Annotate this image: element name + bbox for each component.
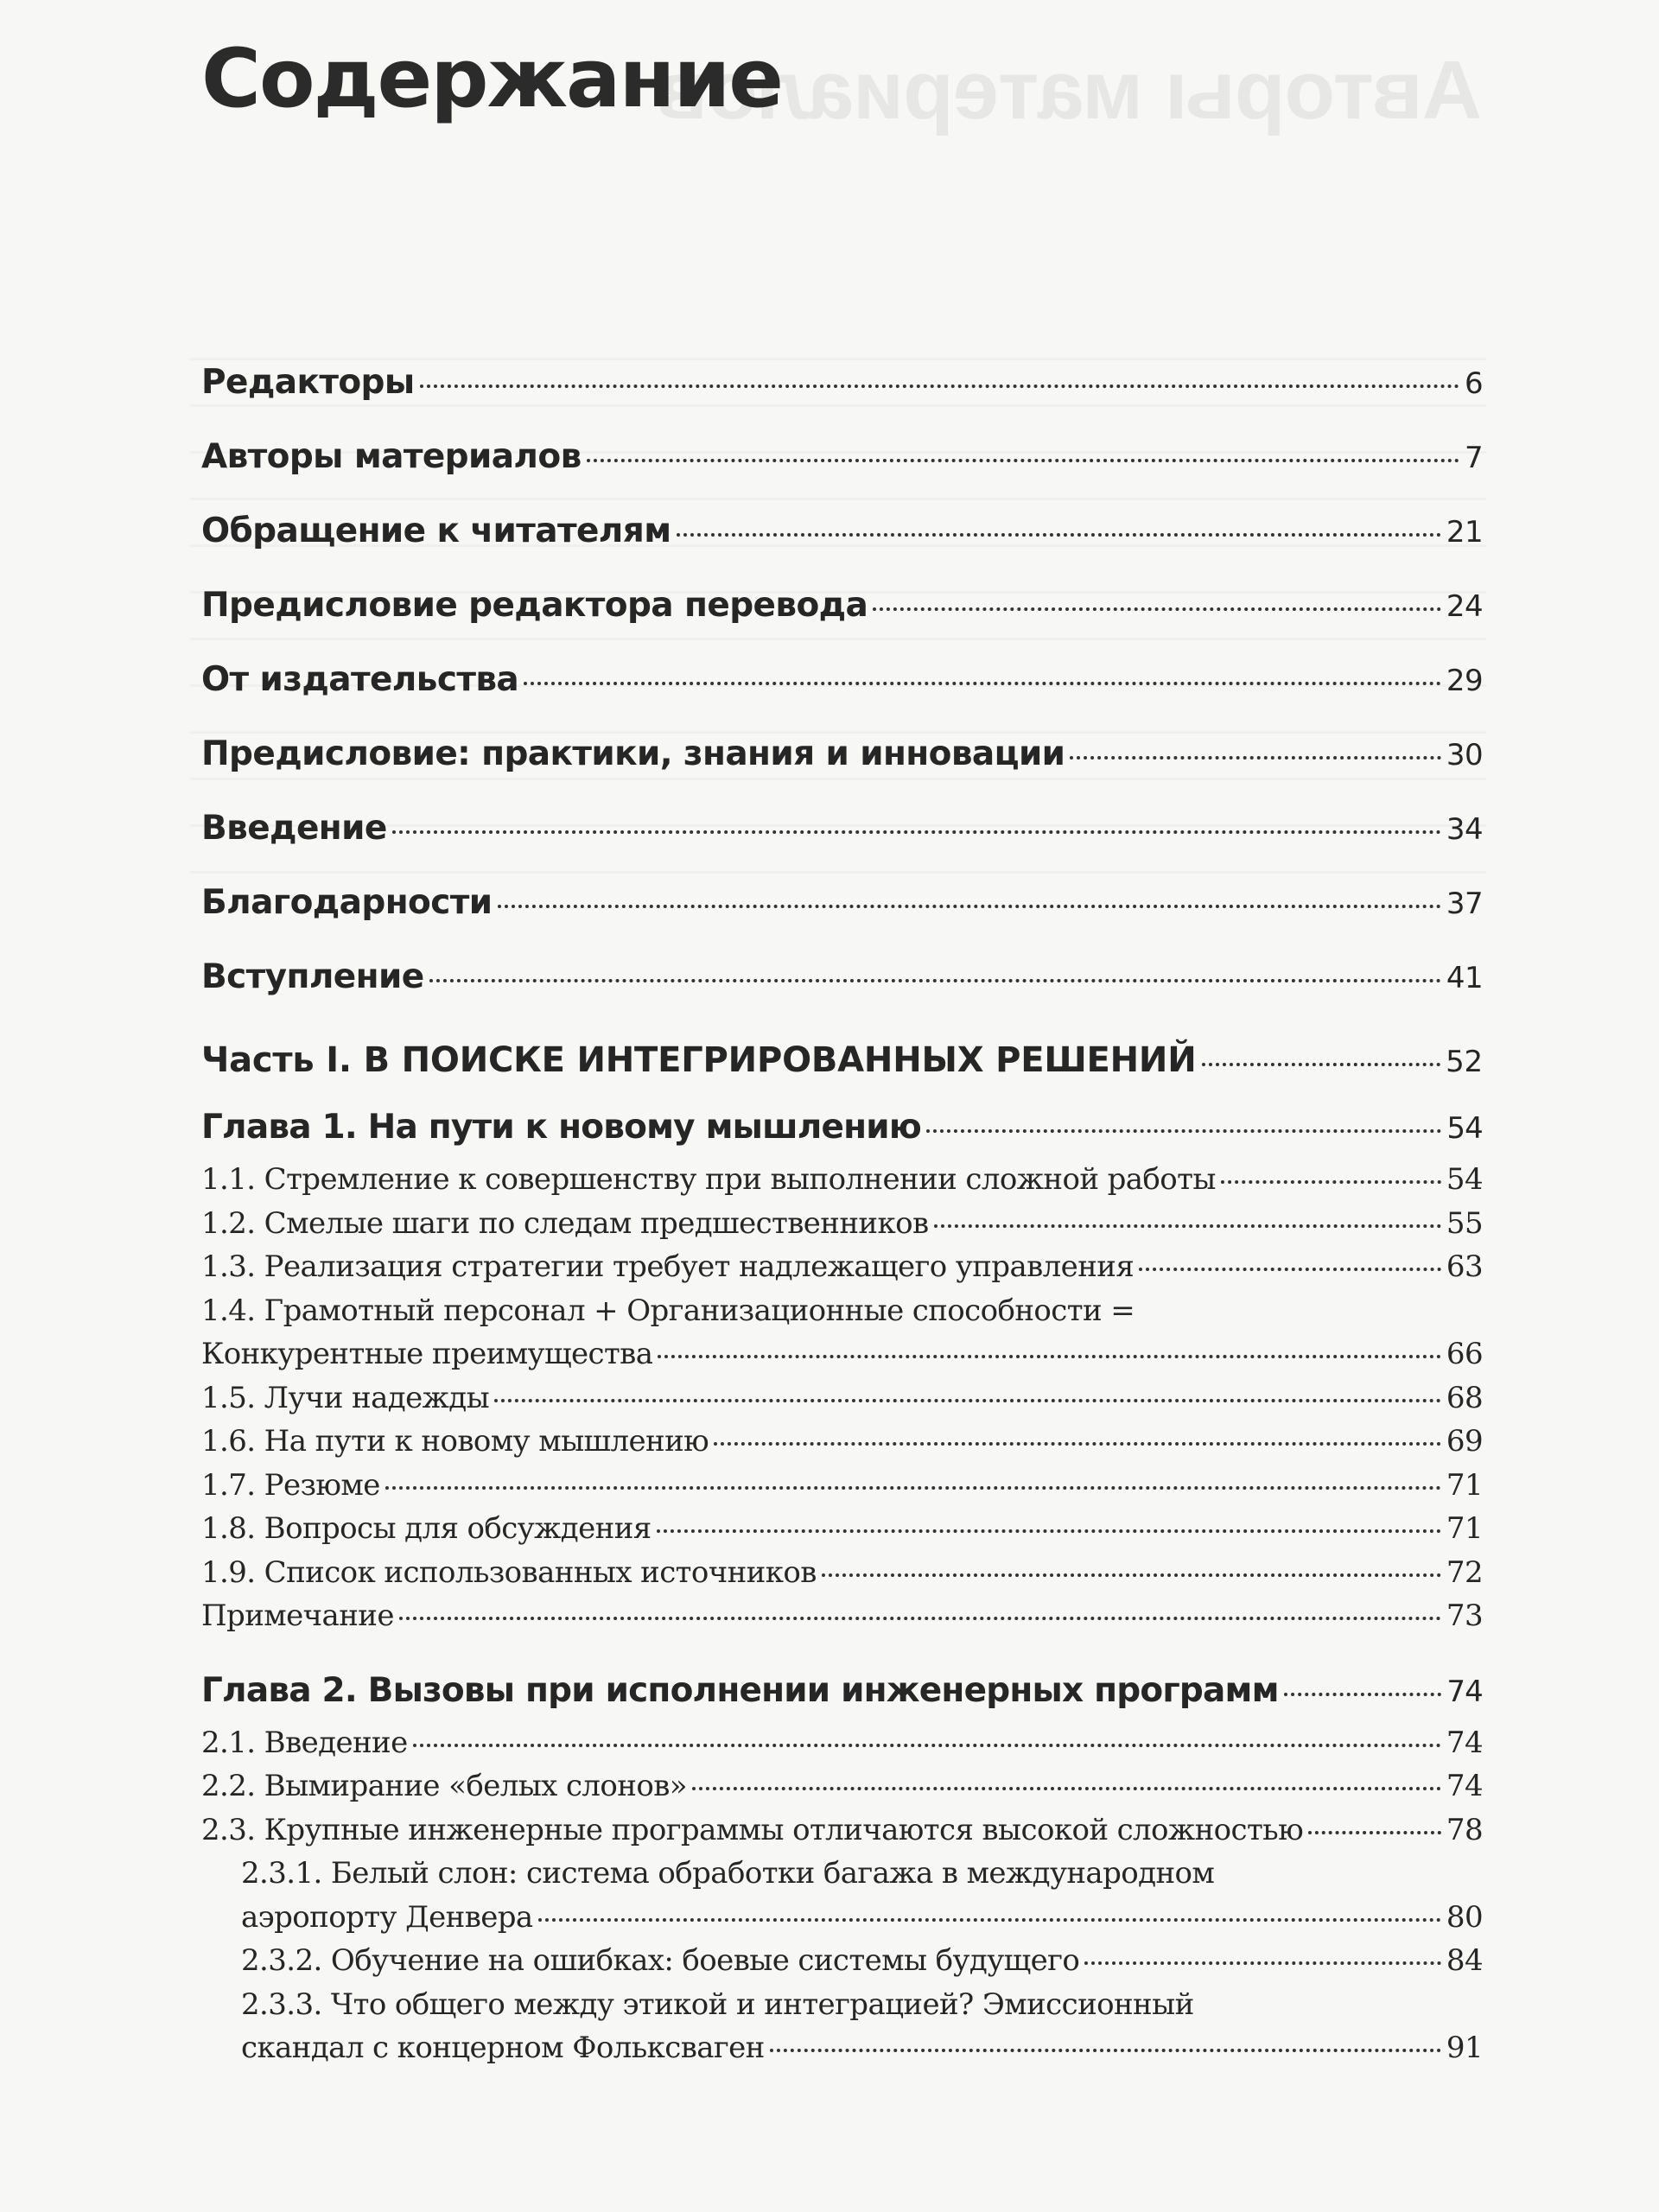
toc-page-number: 54 xyxy=(1446,1111,1483,1146)
toc-entry-label: Редакторы xyxy=(201,363,415,402)
toc-entry-label: 1.2. Смелые шаги по следам предшественников xyxy=(201,1205,929,1241)
dot-leader xyxy=(770,2049,1441,2052)
toc-entry-label: Предисловие: практики, знания и инновации xyxy=(201,734,1065,773)
toc-page-number: 73 xyxy=(1446,1599,1483,1633)
toc-entry-label: 2.3.2. Обучение на ошибках: боевые системы будущего xyxy=(241,1943,1080,1978)
toc-page-number: 74 xyxy=(1446,1769,1483,1803)
toc-entry-label: Часть I. В ПОИСКЕ ИНТЕГРИРОВАННЫХ РЕШЕНИЙ xyxy=(201,1040,1197,1080)
toc-entry-chapter-1-note[interactable] xyxy=(201,1594,1483,1638)
toc-entry-section-1-2[interactable] xyxy=(201,1202,1483,1246)
toc-page-number: 78 xyxy=(1446,1812,1483,1847)
dot-leader xyxy=(658,1355,1441,1358)
toc-page-number: 55 xyxy=(1446,1205,1483,1241)
dot-leader xyxy=(873,607,1441,611)
toc-page-number: 63 xyxy=(1446,1249,1483,1284)
toc-entry-label: Глава 2. Вызовы при исполнении инженерных программ xyxy=(201,1670,1279,1710)
dot-leader xyxy=(1084,1961,1441,1965)
dot-leader xyxy=(934,1224,1441,1228)
toc-page-number: 66 xyxy=(1446,1337,1483,1371)
toc-entry-editors[interactable] xyxy=(201,346,1483,420)
toc-entry-section-1-9[interactable] xyxy=(201,1551,1483,1595)
dot-leader xyxy=(926,1129,1441,1133)
toc-entry-label: 1.1. Стремление к совершенству при выполнении сложной работы xyxy=(201,1162,1216,1197)
dot-leader xyxy=(714,1442,1441,1446)
toc-entry-introduction[interactable] xyxy=(201,791,1483,866)
toc-entry-authors[interactable] xyxy=(201,420,1483,494)
toc-entry-label: 2.2. Вымирание «белых слонов» xyxy=(201,1769,687,1803)
dot-leader xyxy=(692,1787,1441,1790)
toc-page-number: 52 xyxy=(1446,1045,1483,1079)
toc-page-number: 80 xyxy=(1446,1899,1483,1935)
toc-entry-preface[interactable] xyxy=(201,717,1483,791)
toc-entry-section-1-3[interactable] xyxy=(201,1245,1483,1289)
toc-entry-section-1-5[interactable] xyxy=(201,1376,1483,1421)
toc-entry-label: Примечание xyxy=(201,1599,394,1633)
toc-page-number: 74 xyxy=(1446,1725,1483,1760)
dot-leader xyxy=(538,1918,1441,1922)
toc-page-number: 6 xyxy=(1464,366,1483,401)
toc-page-number: 34 xyxy=(1446,812,1483,847)
toc-entry-acknowledgements[interactable] xyxy=(201,866,1483,940)
toc-entry-section-2-2[interactable] xyxy=(201,1764,1483,1808)
toc-entry-section-2-3-3-line1[interactable]: 2.3.3. Что общего между этикой и интеграцией? Эмиссионный xyxy=(241,1986,1194,2022)
toc-entry-label: аэропорту Денвера xyxy=(241,1899,533,1935)
toc-entry-section-2-3-1-line1[interactable]: 2.3.1. Белый слон: система обработки багажа в международном xyxy=(241,1856,1215,1891)
dot-leader xyxy=(587,459,1459,462)
toc-entry-label: скандал с концерном Фольксваген xyxy=(241,2031,765,2065)
toc-entry-section-2-3-2[interactable] xyxy=(201,1939,1483,1983)
toc-entry-label: От издательства xyxy=(201,660,519,699)
toc-entry-translation-editor-preface[interactable] xyxy=(201,569,1483,643)
toc-page-number: 72 xyxy=(1446,1554,1483,1590)
toc-page-number: 54 xyxy=(1446,1162,1483,1197)
toc-entry-section-2-3[interactable] xyxy=(201,1808,1483,1853)
toc-entry-section-1-1[interactable] xyxy=(201,1158,1483,1202)
toc-page-number: 41 xyxy=(1446,961,1483,995)
toc-entry-label: Обращение к читателям xyxy=(201,512,671,550)
toc-entry-label: 1.3. Реализация стратегии требует надлежащего управления xyxy=(201,1249,1135,1284)
toc-entry-label: 1.9. Список использованных источников xyxy=(201,1554,817,1590)
page-title: Содержание xyxy=(201,32,783,126)
toc-page-number: 68 xyxy=(1446,1380,1483,1415)
dot-leader xyxy=(413,1744,1441,1747)
dot-leader xyxy=(1284,1693,1442,1696)
dot-leader xyxy=(385,1486,1441,1490)
toc-page-number: 29 xyxy=(1446,664,1483,698)
ghost-title: Авторы материалов xyxy=(658,44,1482,137)
toc-entry-label: 1.6. На пути к новому мышлению xyxy=(201,1424,709,1459)
dot-leader xyxy=(392,830,1441,834)
toc-entry-label: Вступление xyxy=(201,957,424,996)
dot-leader xyxy=(399,1617,1441,1620)
dot-leader xyxy=(524,682,1441,685)
toc-page-number: 71 xyxy=(1446,1511,1483,1546)
toc-page-number: 24 xyxy=(1446,589,1483,624)
dot-leader xyxy=(657,1529,1441,1533)
toc-page-number: 74 xyxy=(1446,1674,1483,1709)
dot-leader xyxy=(498,905,1441,908)
toc-entry-section-1-4-line1[interactable]: 1.4. Грамотный персонал + Организационные способности = xyxy=(201,1293,1135,1328)
toc-entry-chapter-2[interactable] xyxy=(201,1661,1483,1721)
toc-entry-label: 1.5. Лучи надежды xyxy=(201,1380,490,1415)
toc-entry-section-1-8[interactable] xyxy=(201,1507,1483,1551)
toc-page-number: 30 xyxy=(1446,738,1483,772)
dot-leader xyxy=(1070,756,1441,760)
toc-entry-section-2-1[interactable] xyxy=(201,1721,1483,1765)
toc-entry-part-1[interactable] xyxy=(201,1023,1483,1097)
toc-page-number: 84 xyxy=(1446,1943,1483,1978)
dot-leader xyxy=(494,1399,1441,1402)
dot-leader xyxy=(1221,1180,1441,1184)
toc-entry-section-1-7[interactable] xyxy=(201,1464,1483,1508)
toc-entry-section-2-3-3[interactable] xyxy=(201,2026,1483,2070)
toc-entry-label: 1.7. Резюме xyxy=(201,1467,380,1503)
toc-entry-section-1-6[interactable] xyxy=(201,1420,1483,1464)
dot-leader xyxy=(420,385,1459,388)
toc-entry-label: Глава 1. На пути к новому мышлению xyxy=(201,1108,921,1147)
toc-entry-foreword[interactable] xyxy=(201,940,1483,1014)
toc-entry-label: 2.1. Введение xyxy=(201,1725,408,1760)
dot-leader xyxy=(1308,1831,1441,1834)
toc-entry-address-to-readers[interactable] xyxy=(201,494,1483,569)
toc-page-number: 37 xyxy=(1446,887,1483,921)
dot-leader xyxy=(429,979,1441,982)
toc-page-number: 71 xyxy=(1446,1467,1483,1503)
toc-entry-label: Конкурентные преимущества xyxy=(201,1337,653,1371)
toc-page-number: 91 xyxy=(1446,2031,1483,2065)
dot-leader xyxy=(1202,1063,1441,1066)
toc-entry-from-publisher[interactable] xyxy=(201,643,1483,717)
toc-entry-section-1-4[interactable] xyxy=(201,1332,1483,1376)
dot-leader xyxy=(677,533,1441,537)
toc-entry-label: Благодарности xyxy=(201,883,493,922)
toc-entry-label: Авторы материалов xyxy=(201,437,582,476)
toc-page-number: 69 xyxy=(1446,1424,1483,1459)
dot-leader xyxy=(1139,1268,1441,1271)
toc-page-number: 7 xyxy=(1464,441,1483,475)
toc-entry-label: 1.8. Вопросы для обсуждения xyxy=(201,1511,652,1546)
toc-entry-chapter-1[interactable] xyxy=(201,1097,1483,1158)
toc-entry-section-2-3-1[interactable] xyxy=(201,1896,1483,1940)
toc-entry-label: Введение xyxy=(201,809,387,848)
toc-entry-label: Предисловие редактора перевода xyxy=(201,586,868,625)
table-of-contents xyxy=(201,346,1483,2070)
dot-leader xyxy=(822,1573,1441,1577)
toc-page-number: 21 xyxy=(1446,515,1483,550)
toc-entry-label: 2.3. Крупные инженерные программы отличаются высокой сложностью xyxy=(201,1812,1304,1847)
